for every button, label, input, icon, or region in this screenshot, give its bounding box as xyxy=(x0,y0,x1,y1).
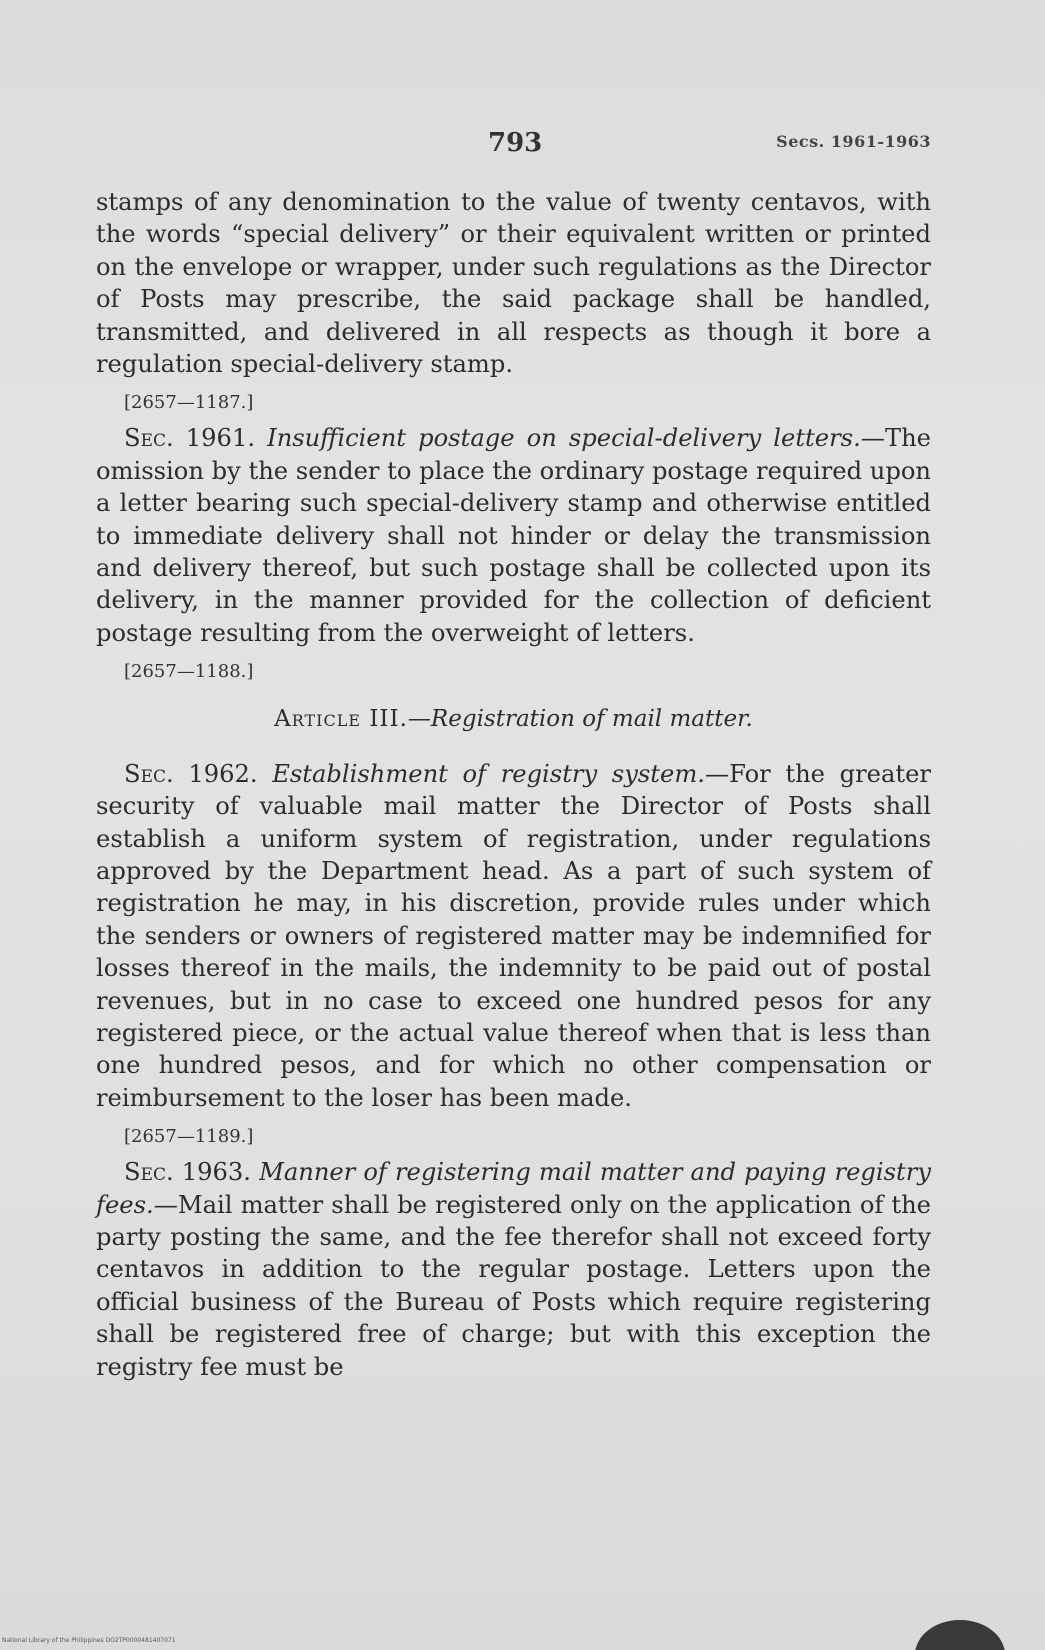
scan-corner-shadow xyxy=(915,1620,1005,1650)
article-heading xyxy=(96,703,931,735)
article-title: —Registration of mail matter. xyxy=(407,706,753,733)
section-text: —For the greater security of valuable mail matter the Director of Posts shall establish a uniform system of registration, under regulations approved by the Department head. As a part of such system of registration he may, in his discretion, provide rules under which the senders or owners of registered matter may be indemnified for losses thereof in the mails, the indemnity to be paid out of postal revenues, but in no case to exceed one hundred pesos for any registered piece, or the actual value thereof when that is less than one hundred pesos, and for which no other compensation or reimbursement to the loser has been made. xyxy=(96,759,931,1112)
scan-footer-note: National Library of the Philippines DO2TP0000481407071 xyxy=(2,1637,176,1644)
citation: [2657—1189.] xyxy=(124,1126,254,1148)
section-label: Sec. 1963. xyxy=(124,1158,251,1187)
page-header xyxy=(96,128,931,168)
section-range: Secs. 1961-1963 xyxy=(776,132,931,151)
intro-paragraph: stamps of any denomination to the value of twenty centavos, with the words “special delivery” or their equivalent written or printed on the envelope or wrapper, under such regulations as the Director of Posts may prescribe, the said package shall be handled, transmitted, and delivered in all respects as though it bore a regulation special-delivery stamp. xyxy=(96,188,931,379)
section-title: Manner of registering mail matter and paying registry fees. xyxy=(96,1158,931,1219)
section-1961 xyxy=(96,422,931,649)
section-title: Insufficient postage on special-delivery letters. xyxy=(267,424,861,453)
page-number: 793 xyxy=(488,128,543,158)
section-label: Sec. 1962. xyxy=(124,759,258,788)
page-body xyxy=(96,186,931,1383)
citation: [2657—1188.] xyxy=(124,661,254,683)
section-1963 xyxy=(96,1156,931,1383)
section-text: —Mail matter shall be registered only on the application of the party posting the same, and the fee therefor shall not exceed forty centavos in addition to the regular postage. Letters upon the official business of the Bureau of Posts which require registering shall be registered free of charge; but with this exception the registry fee must be xyxy=(96,1190,931,1381)
article-label: Article III. xyxy=(274,706,408,733)
section-text: —The omission by the sender to place the ordinary postage required upon a letter bearing such special-delivery stamp and otherwise entitled to immediate delivery shall not hinder or delay the transmission and delivery thereof, but such postage shall be collected upon its delivery, in the manner provided for the collection of deficient postage resulting from the overweight of letters. xyxy=(96,424,931,647)
citation: [2657—1187.] xyxy=(124,392,254,414)
section-label: Sec. 1961. xyxy=(124,424,256,453)
section-1962 xyxy=(96,758,931,1114)
section-title: Establishment of registry system. xyxy=(272,759,705,788)
